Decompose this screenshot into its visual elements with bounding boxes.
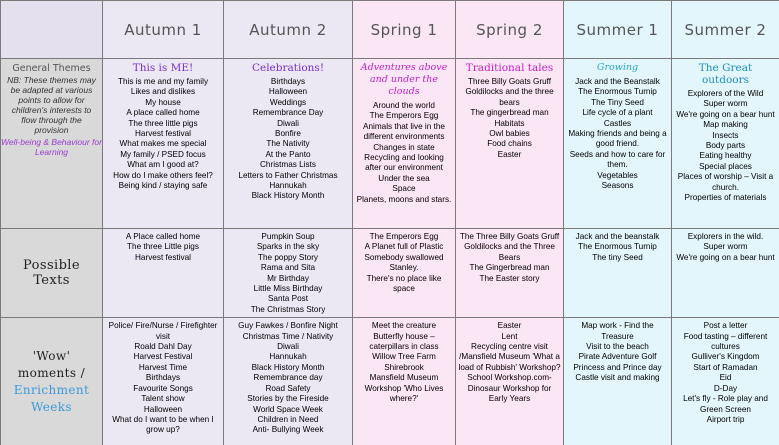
list-item: Meet the creature <box>371 321 437 331</box>
wow-cell-summer-1 <box>564 318 672 445</box>
list-item: My house <box>145 97 181 107</box>
list-item: At the Panto <box>265 149 311 159</box>
general-themes-note: NB: These themes may be adapted at various points to allow for children's interests to flow through the provision <box>7 75 96 135</box>
theme-title: Celebrations! <box>251 62 325 74</box>
list-item: Easter <box>497 321 522 331</box>
corner-cell <box>1 1 103 59</box>
list-item: Changes in state <box>373 142 435 152</box>
list-item: Super worm <box>703 242 748 252</box>
list-item: Gulliver's Kingdom <box>691 352 760 362</box>
column-header-spring-2: Spring 2 <box>456 1 564 59</box>
list-item: Lent <box>501 331 518 341</box>
list-item: Making friends and being a good friend. <box>568 129 667 149</box>
list-item: Food chains <box>487 139 532 149</box>
list-item: The Emperors Egg <box>369 232 439 241</box>
list-item: Black History Month <box>251 362 325 372</box>
wow-cell-spring-2 <box>456 318 564 445</box>
list-item: Birthdays <box>270 77 306 86</box>
list-item: Eating healthy <box>699 151 752 161</box>
wow-moments-label: 'Wow' moments <box>17 348 77 380</box>
list-item: Talent show <box>141 394 185 404</box>
list-item: Properties of materials <box>684 193 767 203</box>
wellbeing-label: Well-being & Behaviour for Learning <box>1 137 102 157</box>
list-item: Christmas Lists <box>260 160 316 170</box>
list-item: This is me and my family <box>117 77 209 86</box>
list-item: Likes and dislikes <box>130 87 196 97</box>
texts-cell-spring-2 <box>456 229 564 318</box>
list-item: Visit to the beach <box>586 342 649 352</box>
wow-moments-row <box>1 318 779 445</box>
wow-items <box>353 318 455 406</box>
text-items <box>353 229 455 296</box>
list-item: Food tasting – different cultures <box>683 331 768 352</box>
list-item: Hannukah <box>269 181 307 191</box>
list-item: The Enormous Turnip <box>578 87 657 97</box>
theme-cell-spring-2 <box>456 59 564 229</box>
list-item: Santa Post <box>267 294 309 304</box>
general-themes-header <box>1 59 103 229</box>
list-item: The gingerbread man <box>470 108 549 118</box>
column-header-summer-2: Summer 2 <box>672 1 779 59</box>
list-item: Under the sea <box>378 173 430 183</box>
list-item: Workshop 'Who Lives where?' <box>364 383 444 404</box>
list-item: /Mansfield Museum 'What a load of Rubbish' Workshop? <box>458 352 561 372</box>
theme-items <box>355 101 453 205</box>
texts-cell-autumn-2 <box>224 229 353 318</box>
texts-cell-autumn-1 <box>103 229 224 318</box>
list-item: Seeds and how to care for them. <box>569 149 666 170</box>
list-item: How do I make others feel? <box>113 170 213 180</box>
list-item: The Nativity <box>266 139 310 149</box>
wow-cell-summer-2 <box>672 318 779 445</box>
theme-items <box>674 89 777 203</box>
list-item: Map making <box>703 120 748 130</box>
list-item: Three Billy Goats Gruff <box>467 77 552 86</box>
column-header-autumn-2: Autumn 2 <box>224 1 353 59</box>
list-item: World Space Week <box>253 404 323 414</box>
list-item: We're going on a bear hunt <box>676 109 775 119</box>
text-items <box>564 229 671 265</box>
list-item: Diwali <box>277 118 299 128</box>
list-item: Life cycle of a plant <box>582 108 653 118</box>
wow-items <box>103 318 223 437</box>
wow-items <box>456 318 563 406</box>
possible-texts-header: Possible Texts <box>1 229 103 318</box>
wow-cell-autumn-2 <box>224 318 353 445</box>
wow-moments-header <box>1 318 103 445</box>
theme-items <box>226 77 350 202</box>
list-item: Post a letter <box>703 321 748 331</box>
list-item: Animals that live in the different environments <box>363 121 445 142</box>
list-item: Somebody swallowed Stanley. <box>364 252 444 273</box>
list-item: D-Day <box>713 383 738 393</box>
list-item: Road Safety <box>265 383 311 393</box>
list-item: Harvest Festival <box>133 352 193 362</box>
list-item: Planets, moons and stars. <box>356 194 452 204</box>
list-item: The Enormous Turnip <box>578 242 657 252</box>
theme-title: Adventures above and under the clouds <box>360 62 448 97</box>
list-item: Mansfield Museum <box>369 373 439 383</box>
list-item: Harvest festival <box>135 129 191 139</box>
theme-cell-autumn-1 <box>103 59 224 229</box>
list-item: Letters to Father Christmas <box>238 170 338 180</box>
theme-title: This is ME! <box>132 62 194 74</box>
theme-items <box>566 77 669 191</box>
list-item: Map work - Find the Treasure <box>581 321 654 341</box>
list-item: Sparks in the sky <box>256 242 320 252</box>
list-item: Recycling and looking after our environment <box>364 153 444 173</box>
list-item: Mr Birthday <box>267 273 309 283</box>
list-item: Let's fly - Role play and Green Screen <box>683 394 768 414</box>
list-item: Harvest Time <box>138 362 188 372</box>
list-item: A Place called home <box>125 232 201 241</box>
wow-items <box>224 318 352 437</box>
list-item: Pirate Adventure Golf <box>578 352 657 362</box>
enrichment-weeks-label: Enrichment Weeks <box>13 382 90 414</box>
list-item: The three little pigs <box>128 118 198 128</box>
texts-cell-summer-2 <box>672 229 779 318</box>
possible-texts-row <box>1 229 779 318</box>
list-item: Favourite Songs <box>133 383 193 393</box>
list-item: Owl babies <box>489 129 530 139</box>
wow-cell-autumn-1 <box>103 318 224 445</box>
list-item: Vegetables <box>597 170 638 180</box>
list-item: Weddings <box>269 97 307 107</box>
list-item: Roald Dahl Day <box>134 342 192 352</box>
text-items <box>672 229 779 265</box>
list-item: Shirebrook <box>384 362 424 372</box>
column-header-summer-1: Summer 1 <box>564 1 672 59</box>
list-item: Explorers in the wild. <box>687 232 764 241</box>
list-item: Insects <box>712 130 739 140</box>
list-item: Black History Month <box>251 191 325 201</box>
list-item: School Workshop.com- Dinosaur Workshop for Early Years <box>467 373 552 404</box>
list-item: Halloween <box>143 404 183 414</box>
list-item: Birthdays <box>145 373 181 383</box>
list-item: Pumpkin Soup <box>261 232 315 241</box>
list-item: Diwali <box>277 342 299 352</box>
column-header-autumn-1: Autumn 1 <box>103 1 224 59</box>
wow-cell-spring-1 <box>353 318 456 445</box>
text-items <box>224 229 352 317</box>
list-item: What do I want to be when I grow up? <box>112 414 214 435</box>
theme-cell-summer-1 <box>564 59 672 229</box>
list-item: Super worm <box>703 99 748 109</box>
text-items <box>456 229 563 286</box>
list-item: Guy Fawkes / Bonfire Night <box>238 321 338 331</box>
text-items <box>103 229 223 265</box>
list-item: Body parts <box>705 141 746 151</box>
list-item: Airport trip <box>706 414 745 424</box>
wow-separator: / <box>80 365 86 380</box>
theme-cell-summer-2 <box>672 59 779 229</box>
list-item: Castle visit and making <box>575 373 660 383</box>
list-item: Hannukah <box>269 352 307 362</box>
list-item: Goldilocks and the Three Bears <box>464 242 555 262</box>
general-themes-label: General Themes <box>12 63 91 74</box>
list-item: Harvest festival <box>135 252 191 262</box>
list-item: Special places <box>699 161 752 171</box>
list-item: Being kind / staying safe <box>118 181 208 191</box>
list-item: The Tiny Seed <box>591 97 644 107</box>
theme-cell-autumn-2 <box>224 59 353 229</box>
list-item: Willow Tree Farm <box>372 352 436 362</box>
list-item: A place called home <box>126 108 200 118</box>
list-item: The Emperors Egg <box>369 111 439 121</box>
list-item: Recycling centre visit <box>471 342 548 352</box>
list-item: Christmas Time / Nativity <box>242 331 334 341</box>
list-item: My family / PSED focus <box>120 149 206 159</box>
list-item: What am I good at? <box>127 160 199 170</box>
list-item: Bonfire <box>275 129 301 139</box>
list-item: Halloween <box>268 87 308 97</box>
list-item: Jack and the Beanstalk <box>575 77 660 86</box>
theme-cell-spring-1 <box>353 59 456 229</box>
list-item: Butterfly house – caterpillars in class <box>369 331 439 352</box>
theme-title: Traditional tales <box>465 62 554 74</box>
list-item: The Easter story <box>479 273 540 283</box>
list-item: Habitats <box>494 118 525 128</box>
list-item: There's no place like space <box>366 273 442 294</box>
list-item: Space <box>392 184 416 194</box>
list-item: Around the world <box>373 101 435 110</box>
list-item: The poppy Story <box>257 252 319 262</box>
column-header-spring-1: Spring 1 <box>353 1 456 59</box>
list-item: Eid <box>719 373 732 383</box>
list-item: Castles <box>603 118 632 128</box>
list-item: The tiny Seed <box>592 252 643 262</box>
list-item: Little Miss Birthday <box>253 284 323 294</box>
list-item: Easter <box>497 149 522 159</box>
list-item: The Three Billy Goats Gruff <box>459 232 560 241</box>
list-item: Goldilocks and the three bears <box>465 87 554 107</box>
list-item: Remembrance Day <box>252 108 324 118</box>
list-item: Children in Need <box>257 414 319 424</box>
list-item: Seasons <box>601 181 634 191</box>
theme-items <box>105 77 221 191</box>
list-item: Start of Ramadan <box>693 362 758 372</box>
header-row <box>1 1 779 59</box>
list-item: The three Little pigs <box>127 242 199 252</box>
list-item: Anti- Bullying Week <box>252 425 324 435</box>
list-item: A Planet full of Plastic <box>364 242 444 252</box>
texts-cell-spring-1 <box>353 229 456 318</box>
theme-title: Growing <box>596 62 639 73</box>
list-item: Princess and Prince day <box>573 362 662 372</box>
list-item: What makes me special <box>119 139 207 149</box>
list-item: Rama and Sita <box>260 263 316 273</box>
list-item: We're going on a bear hunt <box>676 252 775 262</box>
list-item: Remembrance day <box>253 373 323 383</box>
list-item: The Gingerbread man <box>469 263 550 273</box>
list-item: Places of worship – Visit a church. <box>677 172 774 192</box>
general-themes-row <box>1 59 779 229</box>
theme-title: The Great outdoors <box>698 62 753 86</box>
wow-items <box>564 318 671 385</box>
texts-cell-summer-1 <box>564 229 672 318</box>
list-item: The Christmas Story <box>250 304 326 314</box>
list-item: Explorers of the Wild <box>687 89 764 98</box>
wow-items <box>672 318 779 427</box>
theme-items <box>458 77 561 160</box>
list-item: Jack and the beanstalk <box>575 232 660 241</box>
list-item: Stories by the Fireside <box>247 394 329 404</box>
list-item: Police/ Fire/Nurse / Firefighter visit <box>108 321 218 341</box>
